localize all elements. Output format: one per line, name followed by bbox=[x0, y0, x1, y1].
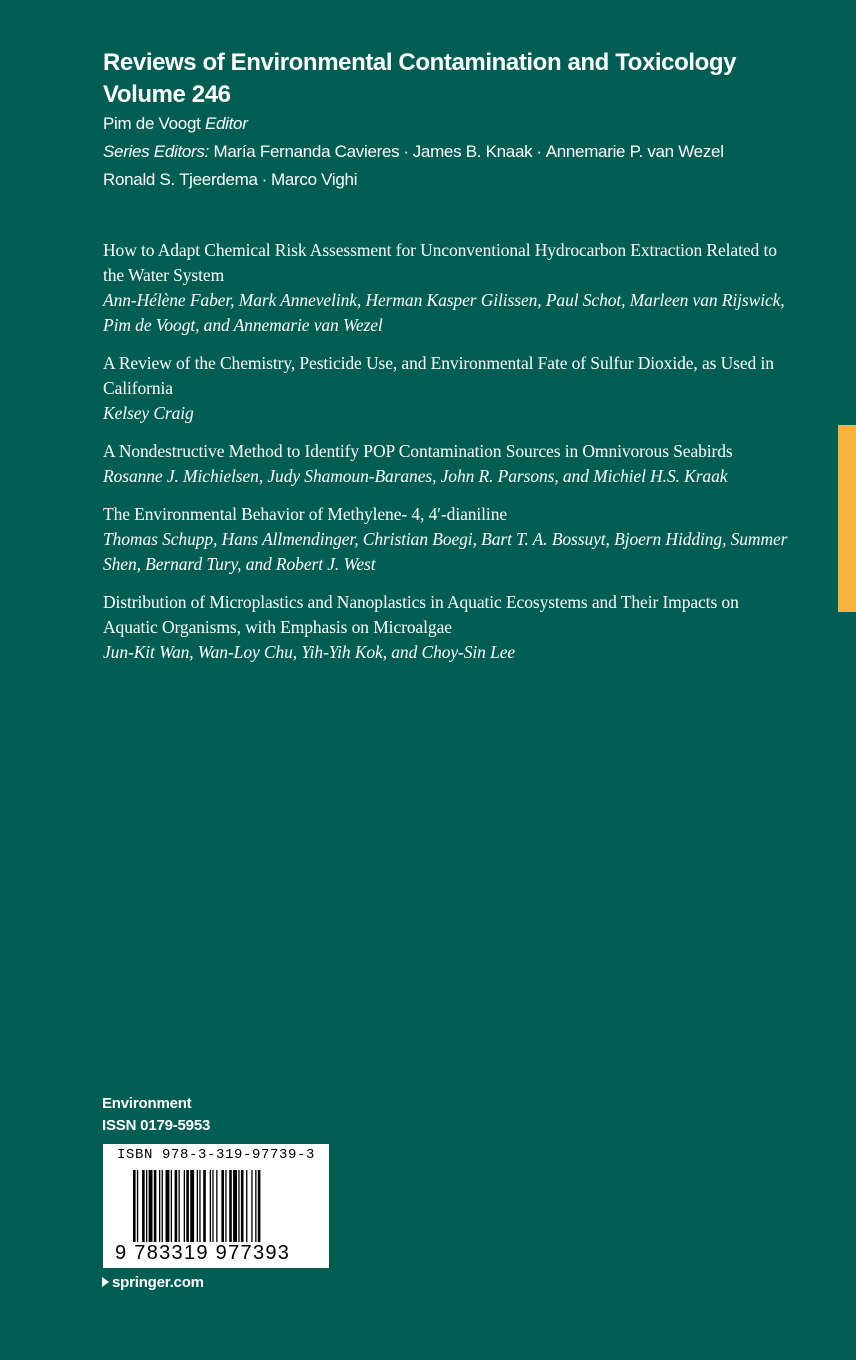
isbn-barcode bbox=[103, 1144, 329, 1268]
publisher-website[interactable] bbox=[102, 1272, 204, 1294]
editor-role: Editor bbox=[204, 114, 248, 133]
table-of-contents bbox=[103, 238, 793, 678]
chapter-entry bbox=[103, 502, 793, 577]
issn-label: ISSN 0179-5953 bbox=[102, 1117, 211, 1134]
book-title: Reviews of Environmental Contamination and Toxicology bbox=[103, 49, 737, 76]
series-editor-name: James B. Knaak bbox=[412, 142, 533, 161]
subject-label: Environment bbox=[102, 1095, 192, 1112]
chapter-title: The Environmental Behavior of Methylene- 4, 4′-dianiline bbox=[103, 504, 508, 524]
chapter-entry bbox=[103, 439, 793, 489]
arrow-right-icon bbox=[102, 1277, 109, 1287]
series-editor-name: María Fernanda Cavieres bbox=[213, 142, 400, 161]
chapter-title: A Review of the Chemistry, Pesticide Use, and Environmental Fate of Sulfur Dioxide, as Used in California bbox=[103, 353, 774, 398]
series-editors-line-2 bbox=[103, 166, 823, 194]
editor-name: Pim de Voogt bbox=[103, 114, 201, 133]
editor-line bbox=[103, 110, 823, 138]
chapter-entry bbox=[103, 351, 793, 426]
series-editor-name: Annemarie P. van Wezel bbox=[545, 142, 724, 161]
isbn-text: ISBN 978-3-319-97739-3 bbox=[117, 1147, 316, 1163]
chapter-authors: Ann-Hélène Faber, Mark Annevelink, Herman Kasper Gilissen, Paul Schot, Marleen van Rijswick, Pim de Voogt, and Annemarie van Wezel bbox=[103, 290, 785, 335]
series-editor-name: Ronald S. Tjeerdema bbox=[103, 170, 258, 189]
separator-dot: · bbox=[536, 142, 542, 161]
chapter-entry bbox=[103, 238, 793, 338]
chapter-authors: Jun-Kit Wan, Wan-Loy Chu, Yih-Yih Kok, and Choy-Sin Lee bbox=[103, 642, 516, 662]
separator-dot: · bbox=[261, 170, 268, 189]
series-editor-name: Marco Vighi bbox=[271, 170, 358, 189]
series-editors-line-1 bbox=[103, 138, 823, 166]
chapter-entry bbox=[103, 590, 793, 665]
chapter-title: How to Adapt Chemical Risk Assessment for Unconventional Hydrocarbon Extraction Related to the Water System bbox=[103, 240, 777, 285]
book-volume: Volume 246 bbox=[103, 81, 231, 108]
chapter-authors: Kelsey Craig bbox=[103, 403, 194, 423]
chapter-authors: Rosanne J. Michielsen, Judy Shamoun-Baranes, John R. Parsons, and Michiel H.S. Kraak bbox=[103, 466, 728, 486]
cover-footer bbox=[102, 1093, 210, 1137]
chapter-title: Distribution of Microplastics and Nanoplastics in Aquatic Ecosystems and Their Impacts on Aquatic Organisms, with Emphasis on Microalgae bbox=[103, 592, 739, 637]
chapter-authors: Thomas Schupp, Hans Allmendinger, Christian Boegi, Bart T. A. Bossuyt, Bjoern Hidding, Summer Shen, Bernard Tury, and Robert J. West bbox=[103, 529, 788, 574]
side-color-tab bbox=[838, 425, 856, 612]
website-label: springer.com bbox=[112, 1274, 204, 1291]
barcode-digits: 9 783319 977393 bbox=[115, 1242, 291, 1264]
separator-dot: · bbox=[403, 142, 409, 161]
chapter-title: A Nondestructive Method to Identify POP Contamination Sources in Omnivorous Seabirds bbox=[103, 441, 733, 461]
barcode-bars-icon bbox=[133, 1170, 301, 1242]
cover-header bbox=[103, 46, 823, 194]
series-editors-label: Series Editors: bbox=[103, 142, 210, 161]
